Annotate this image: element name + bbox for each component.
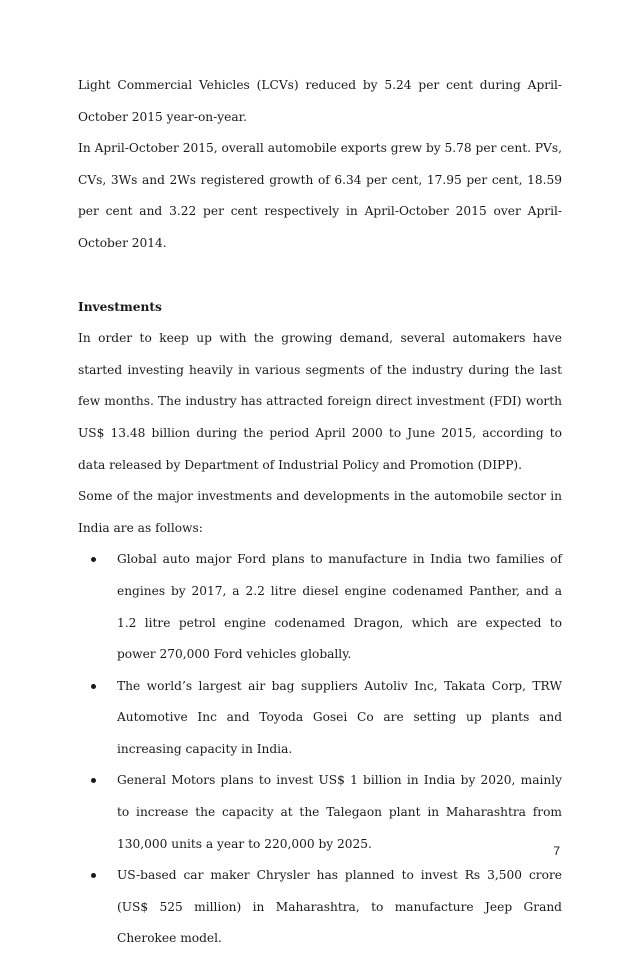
section-heading-investments: Investments bbox=[78, 299, 162, 314]
bullet-icon bbox=[91, 557, 96, 562]
investments-bullet-list bbox=[78, 544, 562, 955]
page-content bbox=[78, 70, 562, 955]
paragraph-investments-fdi: In order to keep up with the growing demand, several automakers have started investing heavily in various segments of the industry during the last few months. The industry has attracted foreign direct investment (FDI) worth US$ 13.48 billion during the period April 2000 to June 2015, according to data released by Department of Industrial Policy and Promotion (DIPP). bbox=[78, 331, 562, 472]
paragraph-exports: In April-October 2015, overall automobile exports grew by 5.78 per cent. PVs, CVs, 3Ws and 2Ws registered growth of 6.34 per cent, 17.95 per cent, 18.59 per cent and 3.22 per cent respectively in April-October 2015 over April- October 2014. bbox=[78, 141, 562, 250]
list-item-text: The world’s largest air bag suppliers Autoliv Inc, Takata Corp, TRW Automotive Inc and Toyoda Gosei Co are setting up plants and increasing capacity in India. bbox=[117, 678, 562, 756]
paragraph-investments-intro: Some of the major investments and developments in the automobile sector in India are as follows: bbox=[78, 489, 562, 535]
bullet-icon bbox=[91, 684, 96, 689]
bullet-icon bbox=[91, 778, 96, 783]
page-number: 7 bbox=[553, 844, 560, 858]
list-item bbox=[78, 765, 562, 860]
list-item bbox=[78, 544, 562, 670]
list-item bbox=[78, 860, 562, 955]
list-item-text: General Motors plans to invest US$ 1 billion in India by 2020, mainly to increase the capacity at the Talegaon plant in Maharashtra from 130,000 units a year to 220,000 by 2025. bbox=[117, 773, 562, 851]
section-spacer bbox=[78, 260, 562, 292]
list-item bbox=[78, 671, 562, 766]
list-item-text: Global auto major Ford plans to manufacture in India two families of engines by 2017, a 2.2 litre diesel engine codenamed Panther, and a 1.2 litre petrol engine codenamed Dragon, which are expected to power 270,000 Ford vehicles globally. bbox=[117, 552, 562, 662]
paragraph-lcv: Light Commercial Vehicles (LCVs) reduced by 5.24 per cent during April-October 2015 year-on-year. bbox=[78, 78, 562, 124]
bullet-icon bbox=[91, 873, 96, 878]
list-item-text: US-based car maker Chrysler has planned to invest Rs 3,500 crore (US$ 525 million) in Maharashtra, to manufacture Jeep Grand Cherokee model. bbox=[117, 868, 562, 946]
